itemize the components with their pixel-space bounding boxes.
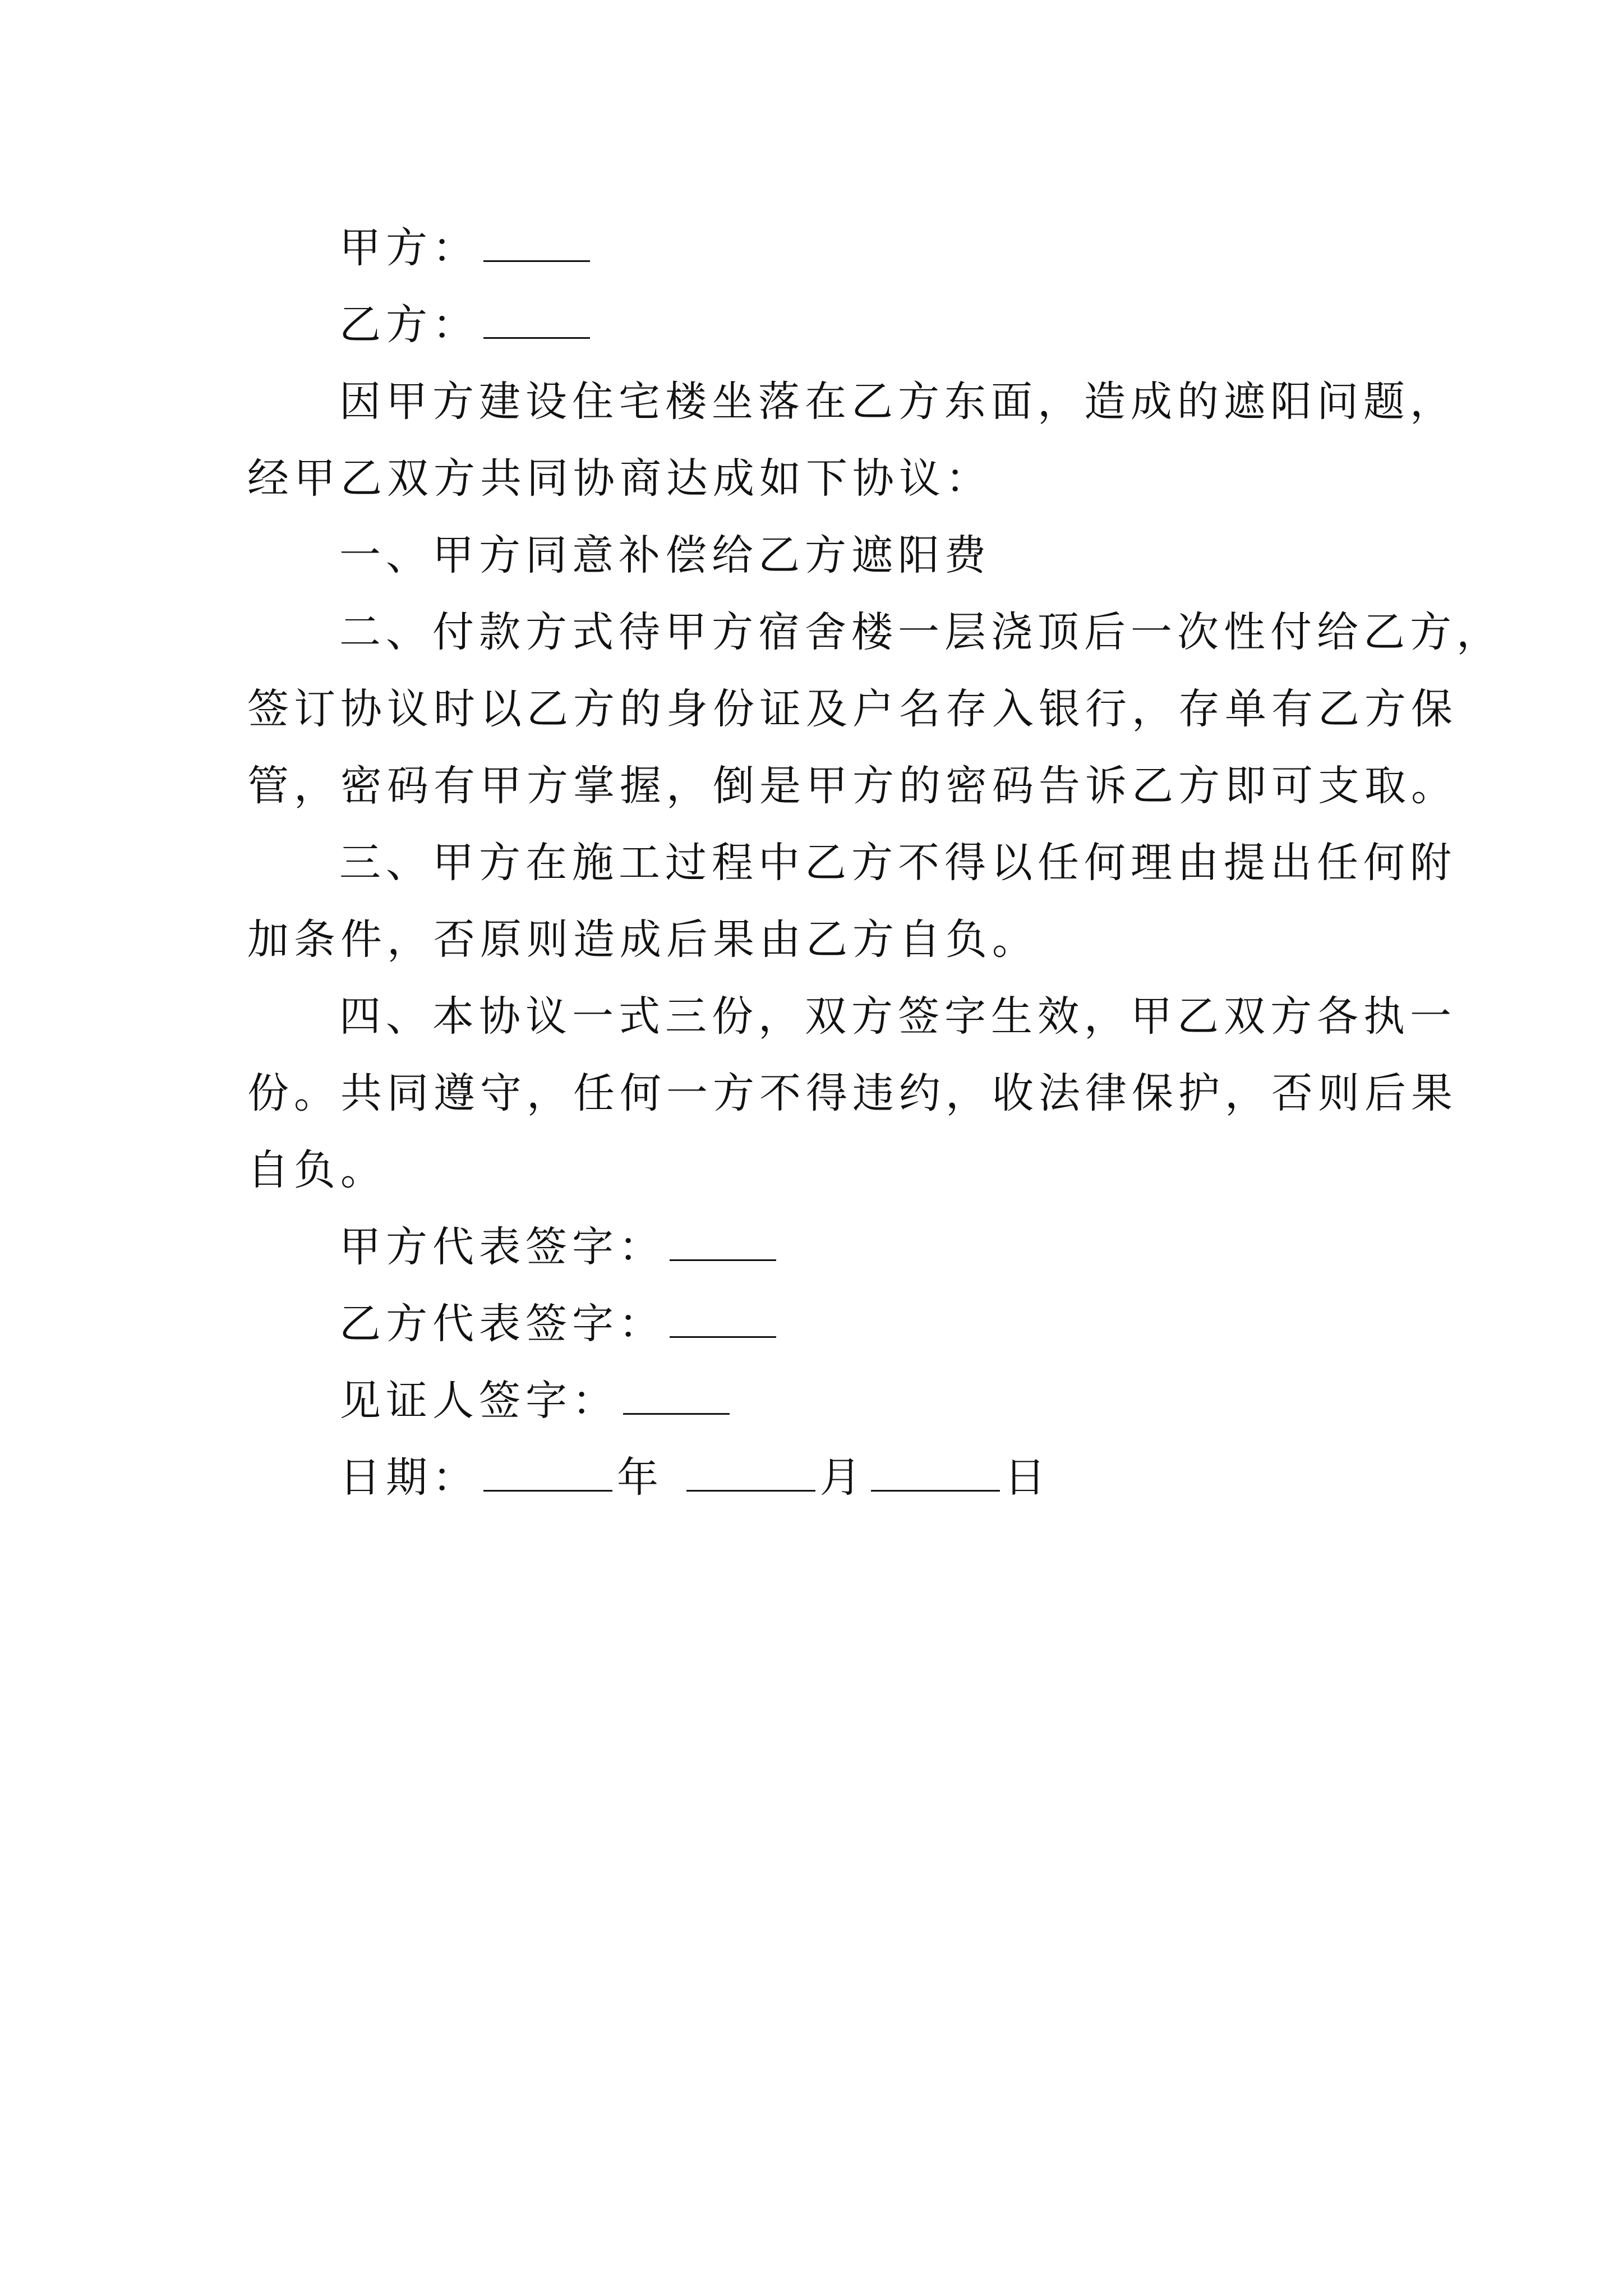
clause-4-line-1: 四、本协议一式三份，双方签字生效，甲乙双方各执一 <box>339 992 1456 1041</box>
clause-4-line-3: 自负。 <box>247 1146 387 1194</box>
witness-line <box>247 1363 1391 1439</box>
date-year-blank[interactable] <box>483 1456 612 1492</box>
date-day-blank[interactable] <box>871 1456 1000 1492</box>
witness-blank[interactable] <box>623 1379 730 1415</box>
witness-label: 见证人签字： <box>339 1377 619 1425</box>
intro-line-1: 因甲方建设住宅楼坐落在乙方东面，造成的遮阳问题， <box>339 378 1456 426</box>
party-b-blank[interactable] <box>483 303 590 339</box>
party-b-label: 乙方： <box>339 301 479 349</box>
clause-1: 一、甲方同意补偿给乙方遮阳费 <box>339 531 991 579</box>
clause-2-line-3: 管，密码有甲方掌握，倒是甲方的密码告诉乙方即可支取。 <box>247 762 1458 810</box>
date-label: 日期： <box>339 1453 479 1502</box>
date-year-label: 年 <box>617 1453 663 1502</box>
intro-line-2: 经甲乙双方共同协商达成如下协议： <box>247 454 992 503</box>
clause-3-line-2: 加条件，否原则造成后果由乙方自负。 <box>247 915 1039 964</box>
party-a-line <box>247 210 1391 287</box>
sign-b-line <box>247 1286 1391 1363</box>
clause-2-line-2: 签订协议时以乙方的身份证及户名存入银行，存单有乙方保 <box>247 685 1458 733</box>
date-day-label: 日 <box>1004 1453 1051 1502</box>
sign-a-label: 甲方代表签字： <box>339 1223 665 1271</box>
sign-a-blank[interactable] <box>670 1226 776 1261</box>
clause-4-line-2: 份。共同遵守，任何一方不得违约，收法律保护，否则后果 <box>247 1069 1458 1117</box>
agreement-body <box>247 210 1503 1516</box>
party-a-blank[interactable] <box>483 227 590 262</box>
date-month-label: 月 <box>819 1453 866 1502</box>
sign-b-blank[interactable] <box>670 1303 776 1338</box>
party-b-line <box>247 287 1391 364</box>
sign-b-label: 乙方代表签字： <box>339 1300 665 1348</box>
party-a-label: 甲方： <box>339 224 479 272</box>
date-month-blank[interactable] <box>686 1456 815 1492</box>
date-line <box>247 1439 1391 1516</box>
sign-a-line <box>247 1209 1391 1286</box>
clause-3-line-1: 三、甲方在施工过程中乙方不得以任何理由提出任何附 <box>339 839 1456 887</box>
clause-2-line-1: 二、付款方式待甲方宿舍楼一层浇顶后一次性付给乙方， <box>339 608 1503 656</box>
